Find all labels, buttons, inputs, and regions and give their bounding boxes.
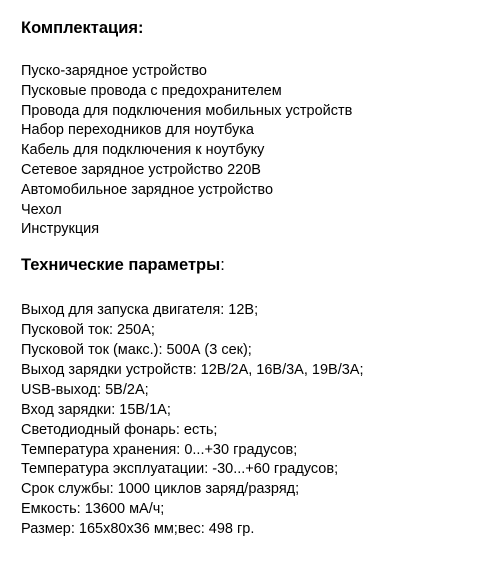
list-item: Автомобильное зарядное устройство xyxy=(21,181,274,198)
spec-item: Выход зарядки устройств: 12В/2А, 16В/3А, 19В/3А; xyxy=(21,361,364,378)
specs-heading xyxy=(21,255,491,275)
product-description xyxy=(21,18,491,540)
spec-item: Емкость: 13600 мА/ч; xyxy=(21,501,165,518)
spec-item: Температура хранения: 0...+30 градусов; xyxy=(21,441,298,458)
list-item: Провода для подключения мобильных устройств xyxy=(21,102,353,119)
spec-item: Пусковой ток: 250А; xyxy=(21,322,155,339)
specs-heading-colon: : xyxy=(220,256,225,275)
contents-list xyxy=(21,62,491,240)
spec-item: Температура эксплуатации: -30...+60 градусов; xyxy=(21,461,339,478)
contents-heading xyxy=(21,18,491,38)
specs-list xyxy=(21,301,491,540)
spec-item: USB-выход: 5В/2А; xyxy=(21,381,149,398)
list-item: Кабель для подключения к ноутбуку xyxy=(21,142,265,159)
spec-item: Выход для запуска двигателя: 12В; xyxy=(21,302,259,319)
spec-item: Вход зарядки: 15В/1А; xyxy=(21,401,171,418)
list-item: Сетевое зарядное устройство 220В xyxy=(21,161,261,178)
list-item: Пуско-зарядное устройство xyxy=(21,63,207,79)
list-item: Пусковые провода с предохранителем xyxy=(21,82,282,99)
list-item: Инструкция xyxy=(21,221,100,238)
spec-item: Срок службы: 1000 циклов заряд/разряд; xyxy=(21,481,300,498)
spec-item: Светодиодный фонарь: есть; xyxy=(21,421,218,438)
spec-item: Размер: 165х80х36 мм;вес: 498 гр. xyxy=(21,521,255,538)
contents-heading-text: Комплектация: xyxy=(21,19,144,37)
list-item: Чехол xyxy=(21,201,62,218)
spec-item: Пусковой ток (макс.): 500А (3 сек); xyxy=(21,341,252,358)
list-item: Набор переходников для ноутбука xyxy=(21,122,254,139)
specs-heading-text: Технические параметры xyxy=(21,256,221,275)
